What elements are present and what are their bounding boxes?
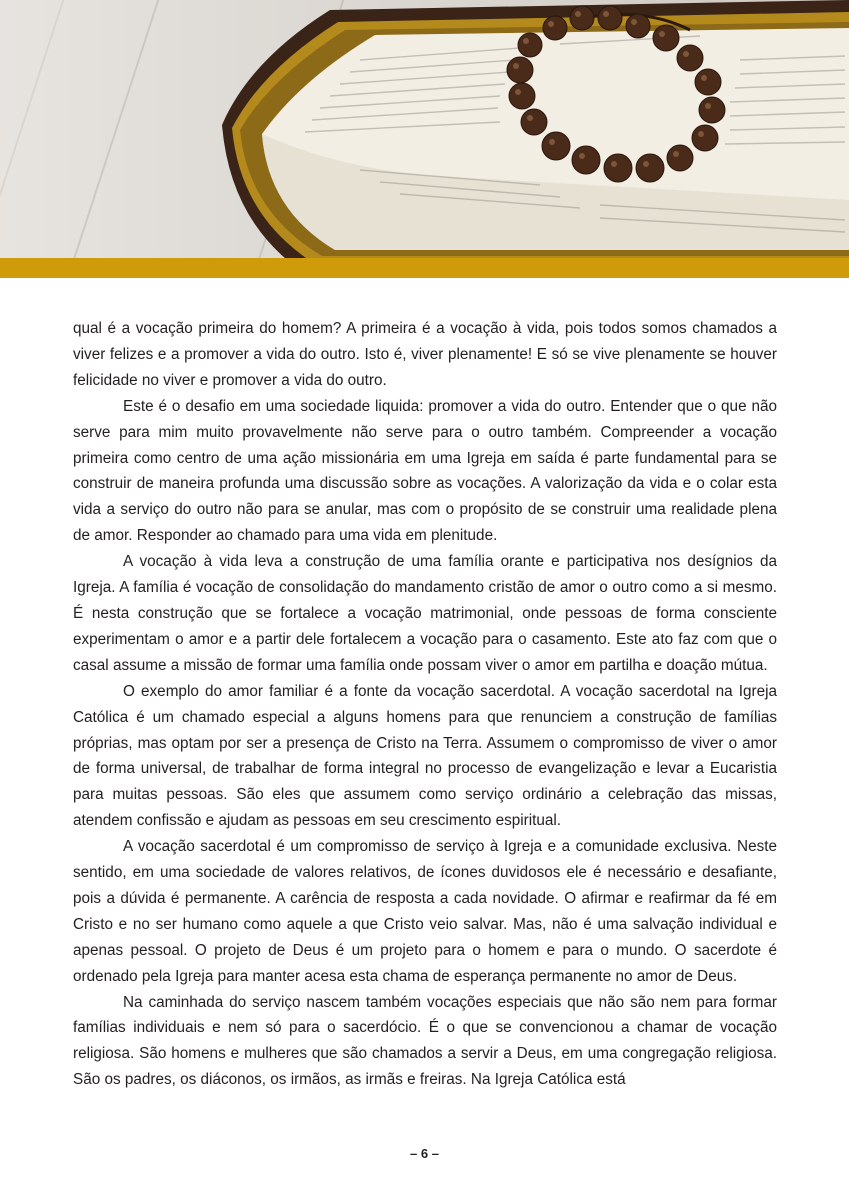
header-accent-bar [0, 258, 849, 278]
bible-and-rosary-photo [0, 0, 849, 260]
paragraph: A vocação à vida leva a construção de uma família orante e participativa nos desígnios da Igreja. A família é vocação de consolidação do mandamento cristão de amor o outro como a si mesmo. É nesta construção que se fortalece a vocação matrimonial, onde pessoas de forma consciente experimentam o amor e a partir dele fortalecem a vocação para o casamento. Este ato faz com que o casal assume a missão de formar uma família onde possam viver o amor em partilha e doação mútua. [73, 553, 777, 674]
paragraph: A vocação sacerdotal é um compromisso de serviço à Igreja e a comunidade exclusiva. Neste sentido, em uma sociedade de valores relativos, de ícones duvidosos ele é necessário e desafiante, pois a dúvida é permanente. A carência de resposta a cada novidade. O afirmar e reafirmar da fé em Cristo e no ser humano como aquele a que Cristo veio salvar. Mas, não é uma salvação individual e apenas pessoal. O projeto de Deus é um projeto para o homem e para o mundo. O sacerdote é ordenado pela Igreja para manter acesa esta chama de esperança permanente no amor de Deus. [73, 838, 777, 985]
book-illustration [0, 0, 849, 260]
paragraph: Na caminhada do serviço nascem também vocações especiais que não são nem para formar famílias individuais e nem só para o sacerdócio. É o que se convencionou a chamar de vocação religiosa. São homens e mulheres que são chamados a servir a Deus, em uma congregação religiosa. São os padres, os diáconos, os irmãos, as irmãs e freiras. Na Igreja Católica está [73, 993, 777, 1089]
body-text [73, 316, 777, 1093]
paragraph: qual é a vocação primeira do homem? A primeira é a vocação à vida, pois todos somos chamados a viver felizes e a promover a vida do outro. Isto é, viver plenamente! E só se vive plenamente se houver felicidade no viver e promover a vida do outro. [73, 320, 777, 389]
paragraph: O exemplo do amor familiar é a fonte da vocação sacerdotal. A vocação sacerdotal na Igreja Católica é um chamado especial a alguns homens para que renunciem a construção de famílias próprias, mas optam por ser a presença de Cristo na Terra. Assumem o compromisso de viver o amor de forma universal, de trabalhar de forma integral no processo de evangelização e levar a Eucaristia para muitas pessoas. São eles que assumem como serviço ordinário a celebração das missas, atendem confissão e ajudam as pessoas em seu crescimento espiritual. [73, 682, 777, 830]
paragraph: Este é o desafio em uma sociedade liquida: promover a vida do outro. Entender que o que não serve para mim muito provavelmente não serve para o outro também. Compreender a vocação primeira como centro de uma ação missionária em uma Igreja em saída é parte fundamental para se construir de maneira profunda uma discussão sobre as vocações. A valorização da vida e o colar esta vida a serviço do outro não para se anular, mas com o propósito de se construir uma realidade plena de amor. Responder ao chamado para uma vida em plenitude. [73, 397, 777, 545]
page-number: – 6 – [410, 1146, 439, 1161]
